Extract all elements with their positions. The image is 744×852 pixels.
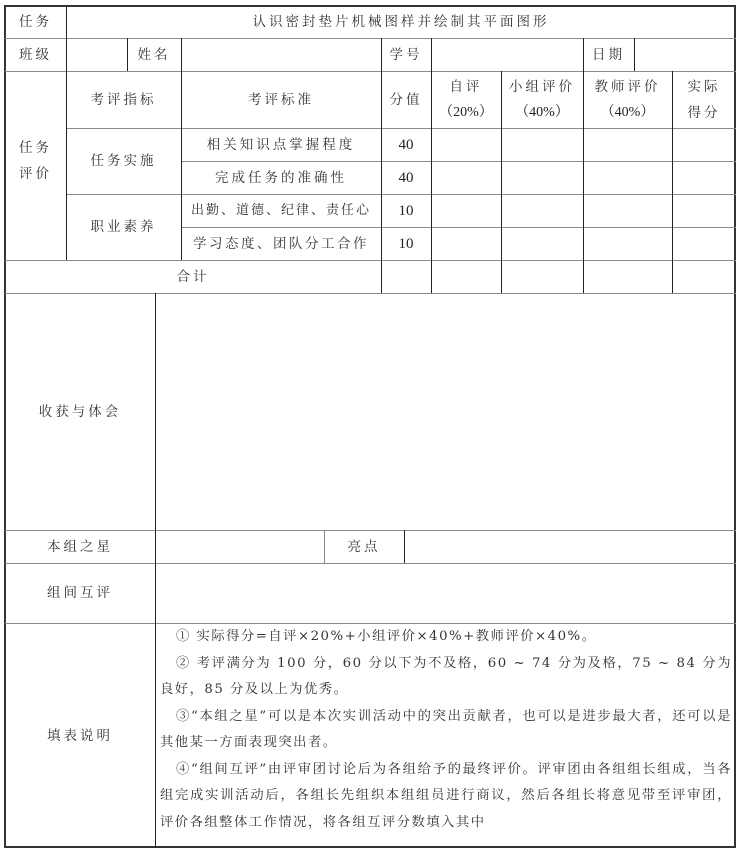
header-self-eval — [431, 71, 501, 128]
student-id-label: 学号 — [389, 46, 423, 63]
group-eval-field[interactable] — [501, 227, 583, 260]
total-actual-field[interactable] — [672, 260, 736, 293]
score-cell: 10 — [398, 202, 414, 219]
instructions-label: 填表说明 — [47, 727, 113, 744]
header-actual-line2: 得分 — [687, 104, 721, 121]
date-field[interactable] — [634, 38, 736, 71]
task-evaluation-label: 任务 评价 — [19, 140, 52, 182]
score-cell: 40 — [398, 169, 414, 186]
self-eval-field[interactable] — [431, 128, 501, 161]
teacher-eval-field[interactable] — [583, 194, 672, 227]
class-field[interactable] — [66, 38, 127, 71]
peer-review-field[interactable] — [155, 563, 736, 623]
header-teacher-eval — [583, 71, 672, 128]
standard-cell: 出勤、道德、纪律、责任心 — [190, 202, 371, 218]
highlight-field[interactable] — [404, 530, 736, 563]
actual-score-field[interactable] — [672, 128, 736, 161]
teacher-eval-field[interactable] — [583, 161, 672, 194]
actual-score-field[interactable] — [672, 227, 736, 260]
date-label: 日期 — [592, 46, 625, 63]
score-cell: 10 — [398, 235, 414, 252]
group-eval-field[interactable] — [501, 194, 583, 227]
standard-cell: 相关知识点掌握程度 — [206, 136, 356, 153]
instructions-text — [160, 624, 732, 836]
actual-score-field[interactable] — [672, 161, 736, 194]
header-group-line1: 小组评价 — [509, 78, 575, 95]
task-title: 认识密封垫片机械图样并绘制其平面图形 — [252, 13, 550, 30]
group-eval-field[interactable] — [501, 161, 583, 194]
class-label: 班级 — [19, 46, 52, 63]
reflection-field[interactable] — [155, 293, 736, 530]
name-label: 姓名 — [137, 46, 171, 63]
self-eval-field[interactable] — [431, 194, 501, 227]
peer-review-label: 组间互评 — [47, 585, 113, 601]
name-field[interactable] — [181, 38, 381, 71]
instruction-item: ④“组间互评”由评审团讨论后为各组给予的最终评价。评审团由各组组长组成，当各组完成实训活动后，各组长先组织本组组员进行商议，然后各组长将意见带至评审团，评价各组整体工作情况，将各组互评分数填入其中 — [160, 761, 732, 830]
self-eval-field[interactable] — [431, 227, 501, 260]
standard-cell: 完成任务的准确性 — [215, 169, 347, 186]
header-group-line2: （40%） — [515, 104, 569, 120]
score-cell: 40 — [398, 136, 414, 153]
header-standard: 考评标准 — [248, 91, 314, 108]
teacher-eval-field[interactable] — [583, 227, 672, 260]
standard-cell: 学习态度、团队分工合作 — [193, 235, 369, 252]
task-label: 任务 — [19, 13, 52, 30]
reflection-label: 收获与体会 — [38, 403, 122, 420]
header-self-line1: 自评 — [449, 78, 483, 95]
instruction-item: ② 考评满分为 100 分，60 分以下为不及格，60 ~ 74 分为及格，75 ~ 84 分为良好，85 分及以上为优秀。 — [160, 655, 732, 697]
total-score-field[interactable] — [381, 260, 431, 293]
header-actual-line1: 实际 — [687, 78, 721, 95]
instruction-item: ③“本组之星”可以是本次实训活动中的突出贡献者，也可以是进步最大者，还可以是其他某一方面表现突出者。 — [160, 708, 732, 750]
indicator-task-implementation: 任务实施 — [90, 153, 157, 169]
header-teacher-line2: （40%） — [600, 104, 655, 120]
total-label: 合计 — [176, 268, 210, 285]
header-self-line2: （20%） — [439, 104, 493, 120]
student-id-field[interactable] — [431, 38, 583, 71]
total-group-field[interactable] — [501, 260, 583, 293]
group-eval-field[interactable] — [501, 128, 583, 161]
star-field[interactable] — [155, 530, 324, 563]
header-group-eval — [501, 71, 583, 128]
indicator-professional-quality: 职业素养 — [90, 219, 157, 235]
header-indicator: 考评指标 — [90, 91, 157, 108]
actual-score-field[interactable] — [672, 194, 736, 227]
header-score: 分值 — [389, 91, 423, 108]
total-teacher-field[interactable] — [583, 260, 672, 293]
self-eval-field[interactable] — [431, 161, 501, 194]
instruction-item: ① 实际得分=自评×20%+小组评价×40%+教师评价×40%。 — [176, 629, 597, 644]
header-actual-score — [672, 71, 736, 128]
header-teacher-line1: 教师评价 — [594, 78, 661, 95]
teacher-eval-field[interactable] — [583, 128, 672, 161]
star-label: 本组之星 — [47, 538, 113, 555]
highlight-label: 亮点 — [347, 538, 381, 555]
total-self-field[interactable] — [431, 260, 501, 293]
